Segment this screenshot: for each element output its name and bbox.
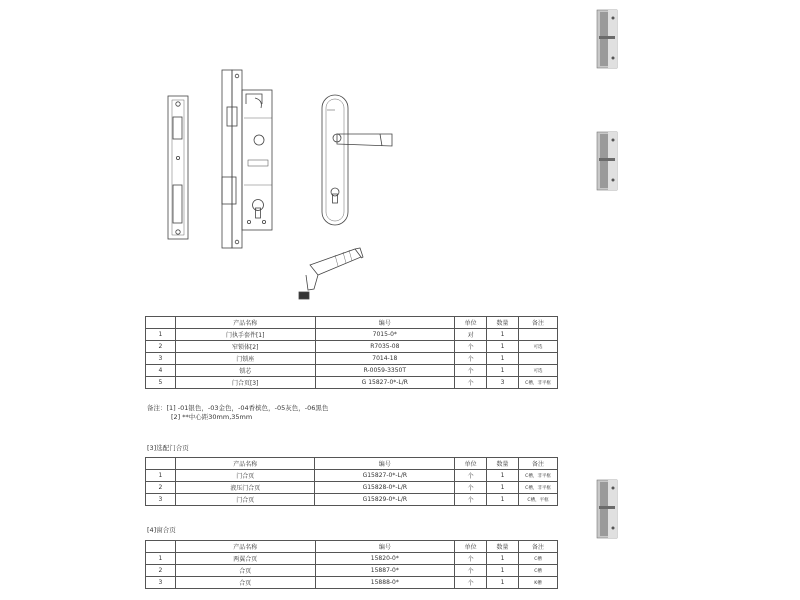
lock-cylinder-drawing (299, 248, 363, 299)
table-cell: 个 (455, 365, 487, 377)
notes-line-2: [2] **中心距30mm,35mm (171, 413, 253, 421)
table-cell: 个 (455, 353, 487, 365)
table-cell: 1 (487, 577, 519, 589)
header-cell (146, 317, 176, 329)
table-cell: 2 (146, 341, 176, 353)
table-cell: 个 (455, 565, 487, 577)
table-cell: 1 (487, 494, 519, 506)
header-cell: 单位 (455, 317, 487, 329)
table-cell: 1 (487, 365, 519, 377)
header-cell: 数量 (487, 541, 519, 553)
table-cell: G 15827-0*-L/R (315, 377, 455, 389)
header-cell: 产品名称 (175, 541, 315, 553)
header-cell: 单位 (455, 541, 487, 553)
table-cell: 5 (146, 377, 176, 389)
table-row (146, 494, 558, 506)
header-cell (146, 541, 176, 553)
table-cell: 个 (455, 482, 487, 494)
table-cell: 门合页 (175, 494, 315, 506)
table-header-row (146, 317, 558, 329)
table-cell: 1 (487, 553, 519, 565)
header-cell: 产品名称 (175, 317, 315, 329)
table-cell: 1 (146, 329, 176, 341)
table-row (146, 353, 558, 365)
table-cell: C槽 (519, 553, 558, 565)
table-cell: 3 (146, 494, 176, 506)
table-row (146, 553, 558, 565)
table-cell: 门执手套件[1] (175, 329, 315, 341)
table-cell: K槽 (519, 577, 558, 589)
table-cell: 对 (455, 329, 487, 341)
header-cell: 数量 (487, 458, 519, 470)
table-cell: C槽，平框 (519, 494, 558, 506)
table-row (146, 470, 558, 482)
header-cell: 编号 (315, 317, 455, 329)
table-cell: 15887-0* (315, 565, 455, 577)
table-cell: 窄锁体[2] (175, 341, 315, 353)
table-cell: 1 (146, 553, 176, 565)
table-cell: 7014-18 (315, 353, 455, 365)
table-cell: 合页 (175, 565, 315, 577)
door-hinge-table (145, 457, 558, 506)
table-cell: 两翼合页 (175, 553, 315, 565)
table-cell: 3 (146, 353, 176, 365)
table-cell: G15829-0*-L/R (315, 494, 455, 506)
table-row (146, 341, 558, 353)
table-cell: 1 (146, 470, 176, 482)
table-cell: 个 (455, 577, 487, 589)
table-cell: 15820-0* (315, 553, 455, 565)
table-cell: C槽 (519, 565, 558, 577)
table-cell: 7015-0* (315, 329, 455, 341)
header-cell: 编号 (315, 458, 455, 470)
table-cell: 门合页 (175, 470, 315, 482)
window-hinge-table (145, 540, 558, 589)
main-parts-table (145, 316, 558, 389)
table-cell: 门锁座 (175, 353, 315, 365)
table-cell: 4 (146, 365, 176, 377)
table-row (146, 565, 558, 577)
table-cell: 个 (455, 494, 487, 506)
table-cell: 1 (487, 341, 519, 353)
strike-plate-drawing (168, 96, 188, 239)
section-4-title: [4]窗合页 (147, 526, 176, 534)
hinge-photo (597, 10, 617, 538)
table-cell: 1 (487, 329, 519, 341)
table-cell: 门合页[3] (175, 377, 315, 389)
table-cell: 3 (146, 577, 176, 589)
table-cell: 15888-0* (315, 577, 455, 589)
table-header-row (146, 458, 558, 470)
table-header-row (146, 541, 558, 553)
table-cell: 个 (455, 553, 487, 565)
table-cell: G15828-0*-L/R (315, 482, 455, 494)
header-cell: 编号 (315, 541, 455, 553)
table-cell (519, 329, 558, 341)
table-cell: 1 (487, 353, 519, 365)
header-cell: 数量 (487, 317, 519, 329)
table-cell: 1 (487, 482, 519, 494)
table-cell (519, 353, 558, 365)
table-cell: 可选 (519, 365, 558, 377)
header-cell (146, 458, 176, 470)
table-cell: 1 (487, 470, 519, 482)
header-cell: 备注 (519, 317, 558, 329)
notes-line-1: 备注：[1] -01银色，-03金色，-04香槟色，-05灰色，-06黑色 (147, 404, 329, 412)
table-cell: 2 (146, 565, 176, 577)
table-cell: 合页 (175, 577, 315, 589)
header-cell: 产品名称 (175, 458, 315, 470)
table-cell: 2 (146, 482, 176, 494)
table-cell: R-0059-3350T (315, 365, 455, 377)
table-cell: G15827-0*-L/R (315, 470, 455, 482)
table-cell: C槽，非平框 (519, 377, 558, 389)
table-cell: 个 (455, 377, 487, 389)
table-cell: C槽，非平框 (519, 482, 558, 494)
table-cell: 3 (487, 377, 519, 389)
header-cell: 单位 (455, 458, 487, 470)
door-handle-drawing (322, 95, 392, 225)
header-cell: 备注 (519, 458, 558, 470)
table-cell: R7035-08 (315, 341, 455, 353)
table-row (146, 329, 558, 341)
table-row (146, 377, 558, 389)
table-cell: 锁芯 (175, 365, 315, 377)
section-3-title: [3]选配门合页 (147, 444, 189, 452)
table-cell: 个 (455, 341, 487, 353)
lock-body-drawing (222, 70, 272, 248)
table-row (146, 482, 558, 494)
table-cell: 可选 (519, 341, 558, 353)
table-cell: 1 (487, 565, 519, 577)
table-row (146, 577, 558, 589)
table-row (146, 365, 558, 377)
table-cell: C槽，非平框 (519, 470, 558, 482)
table-cell: 个 (455, 470, 487, 482)
header-cell: 备注 (519, 541, 558, 553)
table-cell: 液压门合页 (175, 482, 315, 494)
